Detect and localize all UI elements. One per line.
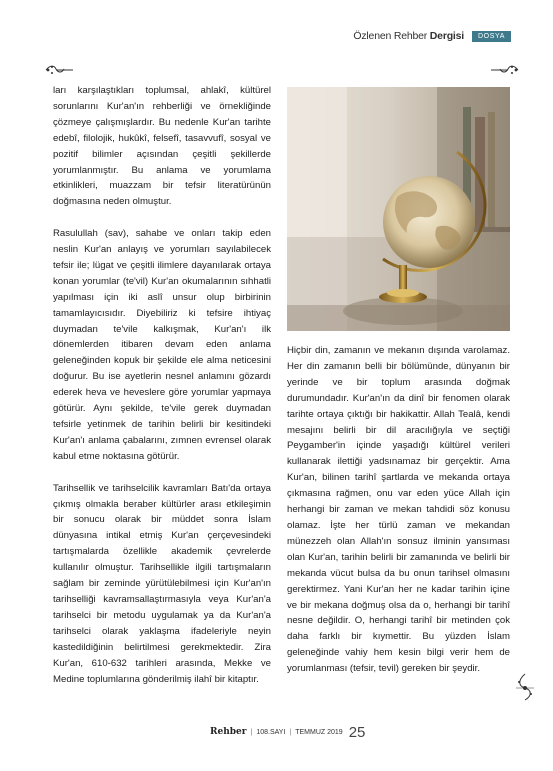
right-text-column [287, 343, 510, 677]
issue-date: TEMMUZ 2019 [295, 728, 343, 736]
page-number: 25 [348, 723, 366, 741]
ornament-flourish-icon [490, 64, 520, 76]
ornament-corner-icon [512, 672, 538, 702]
paragraph: Rasulullah (sav), sahabe ve onları takip eden neslin Kur'an anlayış ve yorumları sayılabilecek tefsir ile; lügat ve çeşitli ilimlere dayanılarak ortaya konan yorumlar (te'vil) Kur'an okumalarının sıhhatli yapılması için iki aslî unsur olup birbirinin tamamlayıcısıdır. Diyebiliriz ki tefsire ihtiyaç duymadan te'vile kalkışmak, Kur'an'ı ilk dönemlerden itibaren devam eden anlama geleneğinden kopuk bir şekilde ele alma neticesini doğurur. Bu ise ayetlerin nesnel anlamını gözardı ederek heva ve heveslere göre yorumlar yapmaya götürür. Aynı şekilde, te'vile gerek duymadan tefsirle yetinmek de tarihin belirli bir kesitindeki Kur'an'ı anlama çabalarını, zımnen evrensel olarak kabul etme noktasına götürür. [53, 228, 271, 462]
section-badge: DOSYA [472, 31, 511, 42]
divider: | [250, 728, 253, 736]
issue-number: 108.SAYI [256, 728, 286, 736]
globe-photo [287, 87, 510, 331]
paragraph: ları karşılaştıkları toplumsal, ahlakî, kültürel sorunlarını Kur'an'ın rehberliği ve örnekliğinde çözmeye çalışmışlardır. Bu nedenle Kur'an tarihte edebî, filolojik, hukûkî, felsefî, tasavvufî, sosyal ve pozitif bilimler açısından çeşitli şekillerde yorumlanmıştır. Bu anlama ve yorumlama etkinlikleri, muazzam bir tefsir literatürünün doğmasına neden olmuştur. [53, 85, 271, 208]
running-header [353, 28, 511, 44]
divider: | [289, 728, 292, 736]
paragraph: Hiçbir din, zamanın ve mekanın dışında varolamaz. Her din zamanın belli bir bölümünde, dünyanın bir yerinde ve bir toplum arasında doğmak durumundadır. Kur'an'ın da dinî bir fenomen olarak tarihte ortaya çıktığı bir hakikattir. Allah Tealâ, kendi mesajını belirli bir dil aracılığıyla ve seçtiği Peygamber'in içinde yaşadığı kültürel verileri kullanarak ilettiği yadsınamaz bir gerçektir. Ama Kur'an, bilinen tarihî şartlarda ve mekanda ortaya çıkmasına rağmen, onu var eden yüce Allah için herhangi bir zaman ve mekan tahdidi söz konusu olamaz. İşte her türlü zaman ve mekandan münezzeh olan Allah'ın sonsuz ilminin yansıması olan Kur'an, tarihin belirli bir zamanında ve belirli bir mekanda vücut bulsa da bu onun tarihsel olmasını gerektirmez. Yani Kur'an her ne kadar tarihin içine ve bir mekana doğmuş olsa da o, herhangi bir tarihî nesne değildir. O, herhangi tarihî bir metinden çok daha farklı bir kıymettir. Bu yüzden İslam geleneğinde vahiy hem kesin bilgi verir hem de yorumlanması (tefsir, tevil) gereken bir şeydir. [287, 345, 510, 675]
ornament-flourish-icon [44, 64, 74, 76]
magazine-name: Özlenen Rehber Dergisi [353, 30, 464, 42]
paragraph: Tarihsellik ve tarihselcilik kavramları Batı'da ortaya çıkmış olmakla beraber kültürler arası etkileşimin bir sonucu olarak bir müddet sonra İslam dünyasına intikal etmiş Kur'an çerçevesindeki tartışmalarda özellikle akademik çevrelerde kullanılır olmuştur. Tarihsellikle ilgili tartışmaların sağlam bir zeminde yürütülebilmesi için Kur'an'ın tarihselliği kavramsallaştırmasıyla veya Kur'an'a tarihselci bir metodu uygulamak ya da Kur'an'a tarihselci olarak yaklaşma ifadeleriyle neyin kastedildiğinin belirtilmesi gerekmektedir. Zira Kur'an, 610-632 tarihleri arasında, Mekke ve Medine toplumlarına gönderilmiş ilahî bir kitaptır. [53, 482, 271, 685]
left-text-column [53, 83, 271, 687]
footer-logo: Rehber [210, 727, 247, 737]
page-footer [210, 723, 365, 741]
